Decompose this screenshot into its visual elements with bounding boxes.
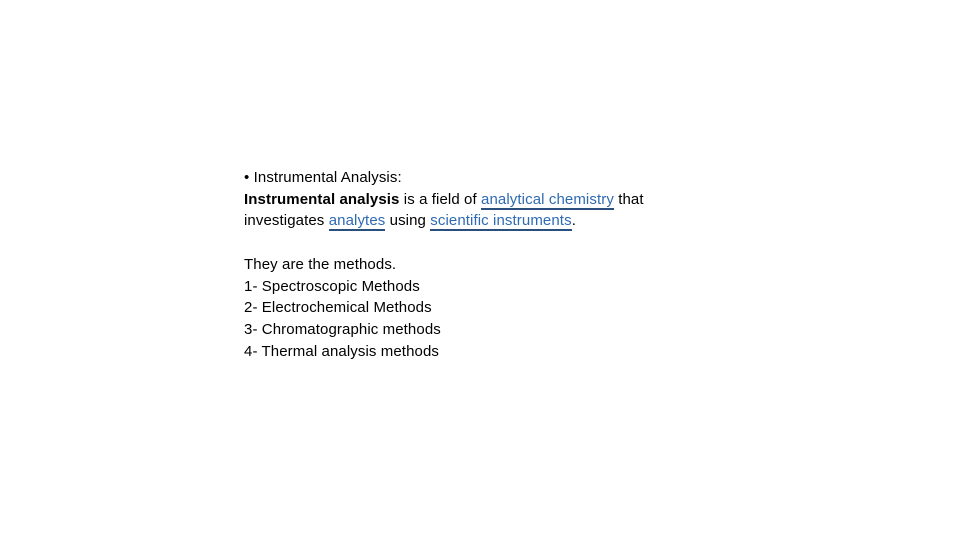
definition-text-5: .	[571, 212, 576, 230]
definition-line-1	[244, 189, 714, 211]
section-heading	[244, 167, 714, 189]
definition-text-3: investigates	[244, 212, 329, 230]
method-item-4: 4- Thermal analysis methods	[244, 342, 440, 360]
definition-text-2: that	[613, 190, 644, 208]
methods-intro: They are the methods.	[244, 255, 397, 273]
blank-line	[244, 232, 714, 254]
definition-term: Instrumental analysis	[244, 190, 400, 208]
definition-text-4: using	[385, 212, 431, 230]
definition-text-1: is a field of	[399, 190, 482, 208]
definition-line-2	[244, 210, 714, 232]
method-item-2: 2- Electrochemical Methods	[244, 299, 432, 317]
method-item-1: 1- Spectroscopic Methods	[244, 277, 420, 295]
bullet-glyph: •	[244, 169, 250, 186]
scientific-instruments-link[interactable]: scientific instruments	[430, 212, 572, 230]
method-item-3: 3- Chromatographic methods	[244, 320, 441, 338]
analytes-link[interactable]: analytes	[328, 212, 386, 230]
content-textbox	[244, 167, 714, 362]
heading-text: Instrumental Analysis:	[249, 169, 402, 186]
analytical-chemistry-link[interactable]: analytical chemistry	[481, 190, 614, 208]
